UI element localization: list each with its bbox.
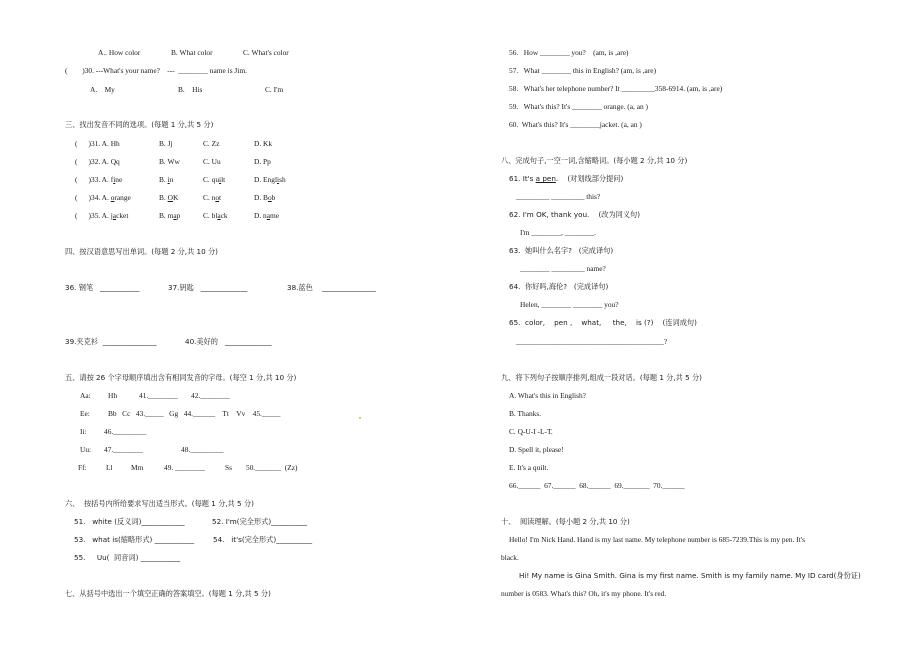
- row-uu-label: Uu:: [80, 445, 92, 454]
- q64-answer: Helen, ________ ________ you?: [520, 300, 619, 309]
- dialog-e: E. It's a quilt.: [509, 463, 549, 472]
- passage-line-2: black.: [501, 553, 519, 562]
- row-ee-letters: Bb Cc 43._____ Gg 44.______ Tt Vv 45._____: [108, 409, 281, 418]
- q30-stem: ( )30. ---What's your name? --- ________ name is Jim.: [65, 66, 247, 75]
- q49: 49. ________: [164, 463, 205, 472]
- q66-70: 66.______ 67.______ 68.______ 69._______ 70.______: [509, 481, 685, 490]
- q33-stem: ( )33. A. fine: [75, 175, 123, 184]
- q34-option-b: B. OK: [159, 193, 179, 202]
- q57: 57. What ________ this in English? (am, is ,are): [509, 66, 657, 75]
- q61-answer: _________ _________ this?: [516, 192, 601, 201]
- section-4-title: 四、按汉语意思写出单词。(每题 2 分,共 10 分): [65, 247, 218, 256]
- row-ii-label: Ii:: [80, 427, 87, 436]
- ink-speck: [359, 417, 361, 419]
- q61: 61. It's a pen. (对划线部分提问): [509, 174, 624, 183]
- q33-option-b: B. in: [159, 175, 174, 184]
- section-9-title: 九、将下列句子按顺序排列,组成一段对话。(每题 1 分,共 5 分): [501, 373, 702, 382]
- right-column: [460, 0, 920, 651]
- q50: 50._______ (Zz): [246, 463, 298, 472]
- q51: 51. white (反义词)____________: [74, 517, 185, 526]
- passage-line-4: number is 0583. What's this? Oh, it's my phone. It's red.: [501, 589, 667, 598]
- q60: 60. What's this? It's ________jacket. (a, an ): [509, 120, 642, 129]
- q35-option-c: C. black: [203, 211, 228, 220]
- section-7-title: 七、从括号中选出一个填空正确的答案填空。(每题 1 分,共 5 分): [65, 589, 271, 598]
- passage-line-3: Hi! My name is Gina Smith. Gina is my first name. Smith is my family name. My ID card(身份证): [519, 571, 861, 580]
- q33-option-d: D. English: [254, 175, 286, 184]
- passage-line-1: Hello! I'm Nick Hand. Hand is my last name. My telephone number is 685-7239.This is my pen. It's: [509, 535, 805, 544]
- q63: 63. 她叫什么名字? (完成译句): [509, 246, 614, 255]
- row-aa-label: Aa:: [80, 391, 91, 400]
- q30-option-a: A. My: [90, 85, 115, 94]
- q31-stem: ( )31. A. Hh: [75, 139, 120, 148]
- q32-option-d: D. Pp: [254, 157, 271, 166]
- q37: 37.钥匙 _____________: [168, 283, 248, 292]
- q35-option-b: B. map: [159, 211, 181, 220]
- q54: 54. it's(完全形式)__________: [213, 535, 313, 544]
- row-ff-ll: Ll: [106, 463, 113, 472]
- q65: 65. color, pen , what, the, is (?) (连词成句): [509, 318, 697, 327]
- q29-option-c: C. What's color: [243, 48, 289, 57]
- dialog-c: C. Q-U-I -L-T.: [509, 427, 553, 436]
- q58: 58. What's her telephone number? It _________358-6914. (am, is ,are): [509, 84, 723, 93]
- q35-stem: ( )35. A. jacket: [75, 211, 129, 220]
- q36: 36. 钢笔 ___________: [65, 283, 140, 292]
- q31-option-d: D. Kk: [254, 139, 273, 148]
- dialog-d: D. Spell it, please!: [509, 445, 564, 454]
- section-3-title: 三、找出发音不同的选项。(每题 1 分,共 5 分): [65, 120, 214, 129]
- dialog-b: B. Thanks.: [509, 409, 542, 418]
- q39: 39.夹克衫 _______________: [65, 337, 157, 346]
- q32-option-b: B. Ww: [159, 157, 180, 166]
- q32-stem: ( )32. A. Qq: [75, 157, 120, 166]
- q64: 64. 你好吗,海伦? (完成译句): [509, 282, 609, 291]
- q65-answer: ________________________________________?: [516, 337, 668, 346]
- q40: 40.美好的 _____________: [185, 337, 272, 346]
- row-aa-hh: Hh: [108, 391, 118, 400]
- q33-option-c: C. quilt: [203, 175, 226, 184]
- row-ff-mm: Mm: [131, 463, 144, 472]
- section-10-title: 十、 阅读理解。(每小题 2 分,共 10 分): [501, 517, 630, 526]
- q32-option-c: C. Uu: [203, 157, 221, 166]
- q31-option-b: B. Jj: [159, 139, 173, 148]
- q38: 38.蓝色 _______________: [287, 283, 376, 292]
- q35-option-d: D. name: [254, 211, 280, 220]
- q30-option-b: B. His: [178, 85, 203, 94]
- q52: 52. I'm(完全形式)__________: [212, 517, 308, 526]
- dialog-a: A. What's this in English?: [509, 391, 586, 400]
- q48: 48._________: [181, 445, 224, 454]
- q30-option-c: C. I'm: [265, 85, 284, 94]
- q29-option-b: B. What color: [171, 48, 213, 57]
- q41: 41.________: [139, 391, 178, 400]
- q63-answer: ________ _________ name?: [520, 264, 606, 273]
- section-5-title: 五、请按 26 个字母顺序填出含有相同发音的字母。(每空 1 分,共 10 分): [65, 373, 297, 382]
- q59: 59. What's this? It's ________ orange. (a, an ): [509, 102, 649, 111]
- row-ff-ss: Ss: [225, 463, 232, 472]
- q62: 62. I'm OK, thank you. (改为同义句): [509, 210, 640, 219]
- q62-answer: I'm ________, ________.: [520, 228, 597, 237]
- section-8-title: 八、完成句子,一空一词,含缩略词。(每小题 2 分,共 10 分): [501, 156, 688, 165]
- q56: 56. How ________ you? (am, is ,are): [509, 48, 629, 57]
- row-ff-label: Ff:: [78, 463, 87, 472]
- q53: 53. what is(缩略形式) ___________: [74, 535, 195, 544]
- section-6-title: 六、 按括号内所给要求写出适当形式。(每题 1 分,共 5 分): [65, 499, 254, 508]
- q31-option-c: C. Zz: [203, 139, 220, 148]
- q46: 46._________: [104, 427, 147, 436]
- q29-option-a: A.. How color: [98, 48, 141, 57]
- q55: 55. Uu( 同音词) ___________: [74, 553, 181, 562]
- q34-stem: ( )34. A. orange: [75, 193, 131, 202]
- q42: 42.________: [191, 391, 230, 400]
- q34-option-c: C. not: [203, 193, 222, 202]
- row-ee-label: Ee:: [80, 409, 90, 418]
- q34-option-d: D. Bob: [254, 193, 276, 202]
- q47: 47.________: [104, 445, 143, 454]
